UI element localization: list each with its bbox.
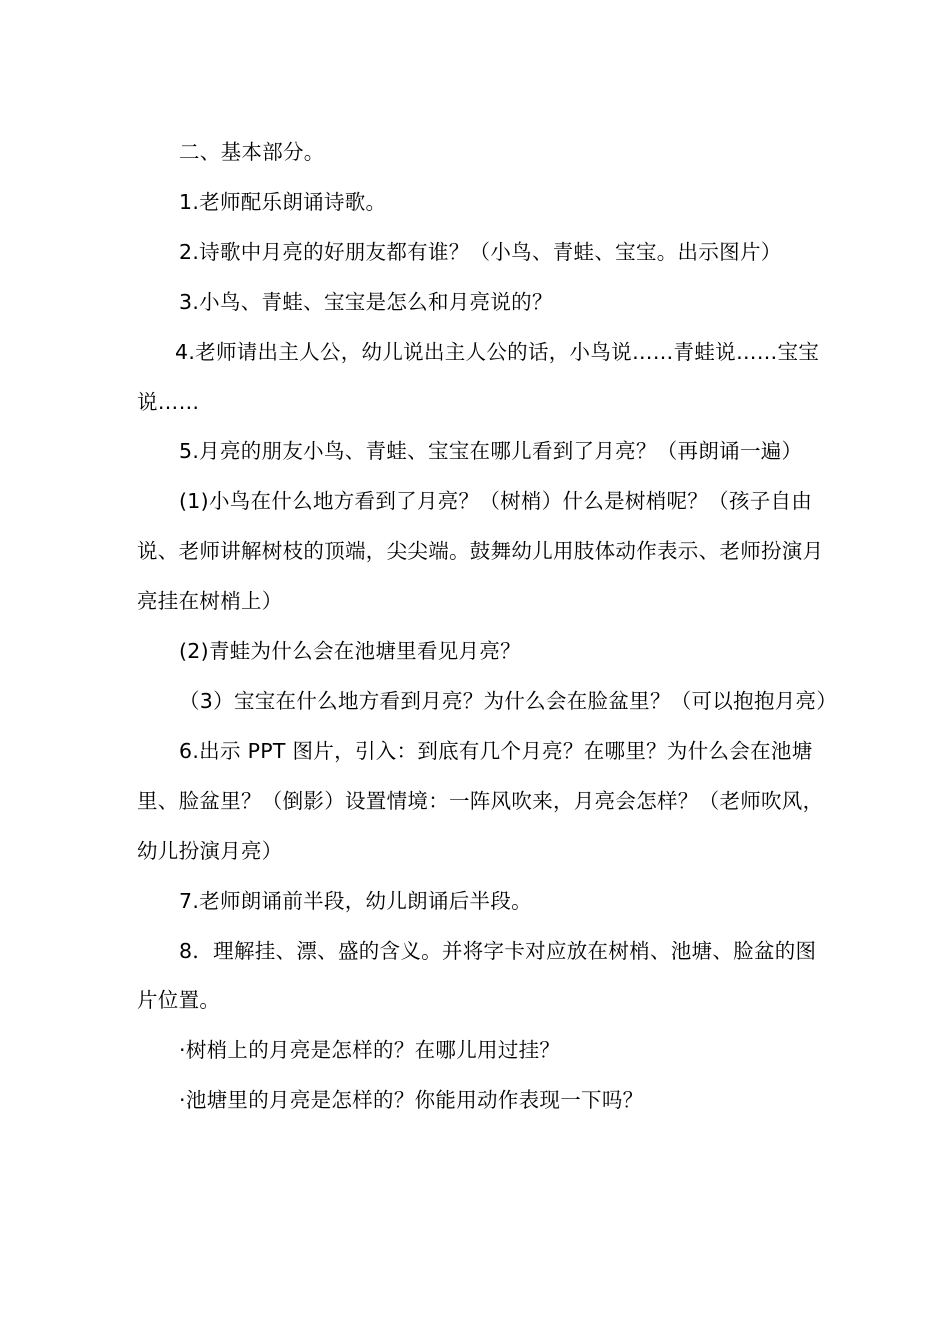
paragraph-step-6: 6.出示 PPT 图片，引入：到底有几个月亮？在哪里？为什么会在池塘里、脸盆里？（倒影）设置情境：一阵风吹来，月亮会怎样？（老师吹风，幼儿扮演月亮） [137,738,824,863]
paragraph-step-8: 8．理解挂、漂、盛的含义。并将字卡对应放在树梢、池塘、脸盆的图片位置。 [137,938,817,1013]
paragraph-step-4: 4.老师请出主人公，幼儿说出主人公的话，小鸟说……青蛙说……宝宝说…… [137,339,820,414]
bullet-treetop-question: ·树梢上的月亮是怎样的？在哪儿用过挂？ [179,1038,561,1063]
paragraph-step-5-sub-3: （3）宝宝在什么地方看到月亮？为什么会在脸盆里？（可以抱抱月亮） [179,688,838,713]
paragraph-step-5-sub-1: (1)小鸟在什么地方看到了月亮？（树梢）什么是树梢呢？（孩子自由说、老师讲解树枝的顶端，尖尖端。鼓舞幼儿用肢体动作表示、老师扮演月亮挂在树梢上） [137,489,824,614]
bullet-pond-question: ·池塘里的月亮是怎样的？你能用动作表现一下吗？ [179,1088,644,1113]
section-heading: 二、基本部分。 [179,140,325,164]
paragraph-step-1: 1.老师配乐朗诵诗歌。 [179,189,387,214]
paragraph-step-7: 7.老师朗诵前半段，幼儿朗诵后半段。 [179,888,532,913]
document-body [137,128,837,1126]
paragraph-step-3: 3.小鸟、青蛙、宝宝是怎么和月亮说的？ [179,289,553,314]
paragraph-step-2: 2.诗歌中月亮的好朋友都有谁？（小鸟、青蛙、宝宝。出示图片） [179,239,782,264]
paragraph-step-5: 5.月亮的朋友小鸟、青蛙、宝宝在哪儿看到了月亮？（再朗诵一遍） [179,439,803,464]
paragraph-step-5-sub-2: (2)青蛙为什么会在池塘里看见月亮？ [179,639,521,664]
